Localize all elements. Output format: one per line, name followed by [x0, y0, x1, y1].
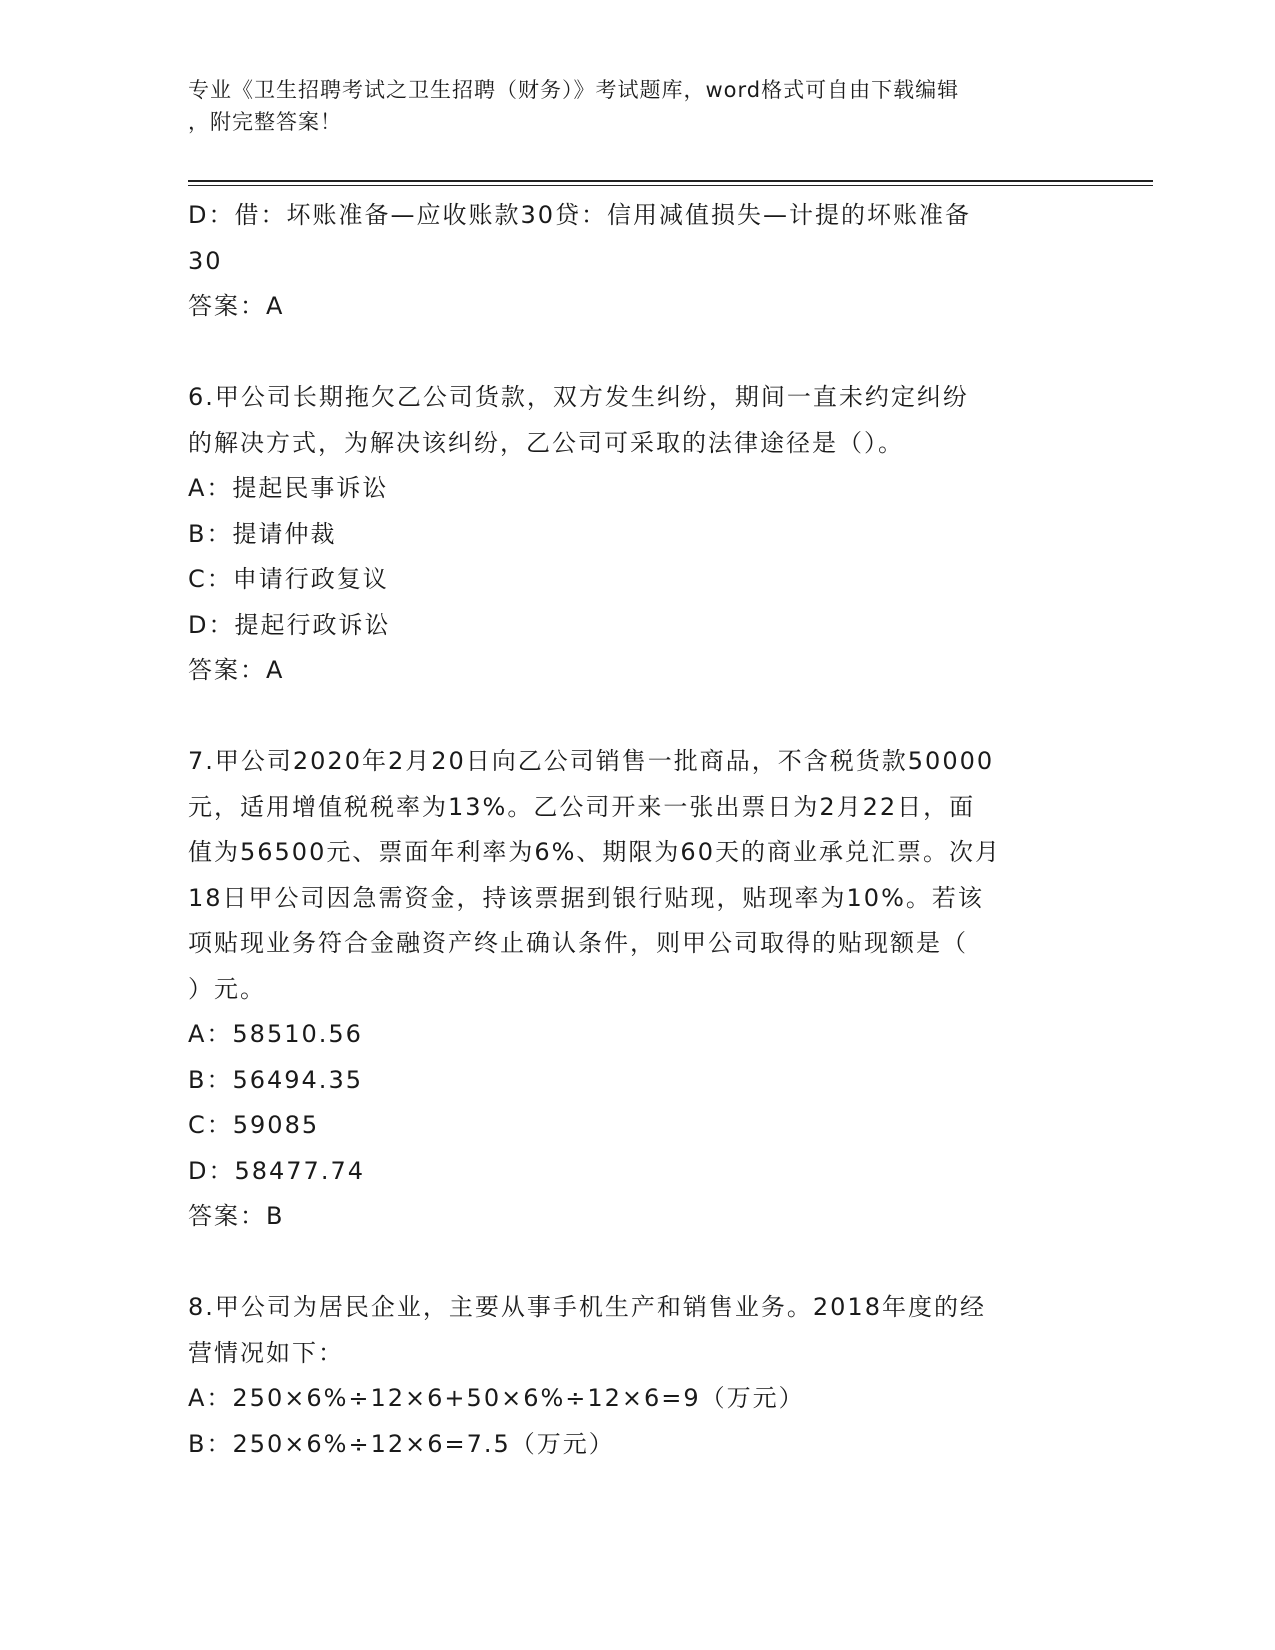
question-stem: 7.甲公司2020年2月20日向乙公司销售一批商品，不含税货款50000	[188, 747, 995, 775]
document-header	[188, 74, 1088, 138]
option-b: B：250×6%÷12×6=7.5（万元）	[188, 1429, 615, 1458]
question-stem: 元，适用增值税税率为13%。乙公司开来一张出票日为2月22日，面	[188, 792, 976, 821]
question-stem: 18日甲公司因急需资金，持该票据到银行贴现，贴现率为10%。若该	[188, 883, 984, 912]
option-a: A：58510.56	[188, 1020, 363, 1048]
prev-question	[188, 193, 1088, 330]
option-d: D：58477.74	[188, 1156, 365, 1185]
question-6	[188, 375, 1088, 694]
question-stem: 值为56500元、票面年利率为6%、期限为60天的商业承兑汇票。次月	[188, 838, 1001, 866]
option-d: D：提起行政诉讼	[188, 610, 391, 639]
question-content	[188, 193, 1088, 1467]
option-c: C：申请行政复议	[188, 565, 389, 593]
option-a: A：250×6%÷12×6+50×6%÷12×6=9（万元）	[188, 1384, 805, 1412]
option-c: C：59085	[188, 1111, 320, 1139]
spacer	[188, 330, 1088, 376]
option-b: B：提请仲裁	[188, 519, 337, 548]
question-7	[188, 739, 1088, 1240]
question-stem: 项贴现业务符合金融资产终止确认条件，则甲公司取得的贴现额是（	[188, 929, 968, 957]
option-a: A：提起民事诉讼	[188, 474, 389, 502]
spacer	[188, 694, 1088, 740]
question-stem: 8.甲公司为居民企业，主要从事手机生产和销售业务。2018年度的经	[188, 1293, 986, 1321]
question-stem: 营情况如下：	[188, 1338, 344, 1367]
question-stem: 的解决方式，为解决该纠纷，乙公司可采取的法律途径是（）。	[188, 428, 904, 457]
question-8	[188, 1285, 1088, 1467]
header-line-1: 专业《卫生招聘考试之卫生招聘（财务）》考试题库，word格式可自由下载编辑	[188, 78, 960, 102]
header-line-2: ，附完整答案！	[188, 110, 342, 134]
answer-line: 答案：A	[188, 656, 285, 684]
header-divider	[188, 180, 1153, 186]
spacer	[188, 1240, 1088, 1286]
option-d-continued: 30	[188, 246, 223, 275]
answer-line: 答案：B	[188, 1202, 285, 1230]
option-d: D：借：坏账准备—应收账款30贷：信用减值损失—计提的坏账准备	[188, 201, 972, 229]
answer-line: 答案：A	[188, 292, 285, 320]
question-stem: 6.甲公司长期拖欠乙公司货款，双方发生纠纷，期间一直未约定纠纷	[188, 383, 969, 411]
option-b: B：56494.35	[188, 1065, 363, 1094]
question-stem: ）元。	[188, 974, 266, 1003]
